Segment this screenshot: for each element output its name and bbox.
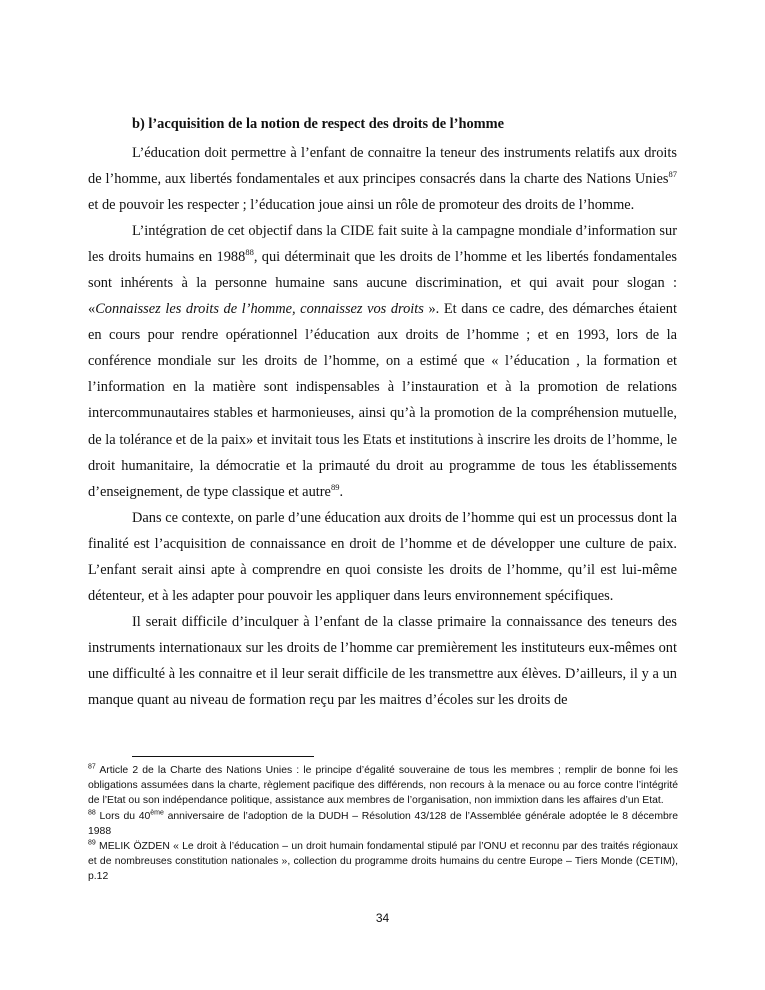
body-text	[88, 140, 677, 713]
paragraph-text: ». Et dans ce cadre, des démarches étaient en cours pour rendre opérationnel l’éducation aux droits de l’homme ; et en 1993, lors de la conférence mondiale sur les droits de l’homme, on a estimé que « l’éducation , la formation et l’information en la matière sont indispensables à l’instauration et à la promotion de relations intercommunautaires stables et harmonieuses, ainsi qu’à la promotion de la compréhension mutuelle, de la tolérance et de la paix» et invitait tous les Etats et institutions à inscrire les droits de l’homme, le droit humanitaire, la démocratie et la primauté du droit au programme de tous les établissements d’enseignement, de type classique et autre	[88, 301, 677, 500]
footnote-89	[88, 839, 678, 885]
footnote-number: 88	[88, 809, 96, 817]
footnote-number: 89	[88, 839, 96, 847]
paragraph-text: L’éducation doit permettre à l’enfant de connaitre la teneur des instruments relatifs aux droits de l’homme, aux libertés fondamentales et aux principes consacrés dans la charte des Nations Unies	[88, 145, 677, 188]
paragraph-text: et de pouvoir les respecter ; l’éducation joue ainsi un rôle de promoteur des droits de l’homme.	[88, 197, 635, 214]
footnote-ref-89[interactable]: 89	[330, 481, 340, 492]
paragraph-3: Dans ce contexte, on parle d’une éducation aux droits de l’homme qui est un processus dont la finalité est l’acquisition de connaissance en droit de l’homme et de développer une culture de paix. L’enfant serait ainsi apte à comprendre en quoi consiste les droits de l’homme, qu’il est lui-même détenteur, et à les adapter pour pouvoir les appliquer dans leurs environnement spécifiques.	[88, 509, 677, 604]
page-number: 34	[375, 911, 390, 925]
footnote-ref-87[interactable]: 87	[668, 169, 677, 180]
ordinal-suffix: ème	[150, 809, 164, 817]
footnote-88	[88, 809, 678, 839]
footnote-text: Article 2 de la Charte des Nations Unies : le principe d’égalité souveraine de tous les membres ; remplir de bonne foi les obligations assumées dans la charte, règlement pacifique des différends, non recours à la menace ou au force contre l’intégrité de l’Etat ou son indépendance politique, assistance aux membres de l’organisation, non immixtion dans les affaires d’un Etat.	[88, 765, 678, 807]
footnote-text: Lors du 40	[95, 810, 151, 822]
footnote-text: MELIK ÖZDEN « Le droit à l’éducation – un droit humain fondamental stipulé par l’ONU et reconnu par des traités régionaux et de nombreuses constitution nationales », collection du programme droits humains du centre Europe – Tiers Monde (CETIM), p.12	[88, 841, 678, 883]
section-heading: b) l’acquisition de la notion de respect des droits de l’homme	[132, 116, 505, 132]
footnote-number: 87	[88, 763, 96, 771]
slogan-text: Connaissez les droits de l’homme, connaissez vos droits	[95, 301, 424, 318]
footnote-ref-88[interactable]: 88	[245, 247, 254, 258]
footnotes	[88, 763, 678, 885]
footnote-text: anniversaire de l’adoption de la DUDH – Résolution 43/128 de l’Assemblée générale adoptée le 8 décembre 1988	[88, 810, 678, 837]
paragraph-2	[88, 218, 677, 505]
paragraph-1	[88, 140, 677, 218]
footnote-separator	[132, 756, 314, 757]
paragraph-4: Il serait difficile d’inculquer à l’enfant de la classe primaire la connaissance des teneurs des instruments internationaux sur les droits de l’homme car premièrement les instituteurs eux-mêmes ont une difficulté à les connaitre et il leur serait difficile de les transmettre aux élèves. D’ailleurs, il y a un manque quant au niveau de formation reçu par les maitres d’écoles sur les droits de	[88, 613, 677, 708]
paragraph-text: L’intégration de cet objectif dans la CIDE fait suite à la campagne mondiale d’information sur les droits humains en 1988	[88, 223, 677, 266]
paragraph-text: .	[339, 483, 344, 500]
footnote-87	[88, 763, 678, 809]
paragraph-text: , qui déterminait que les droits de l’homme et les libertés fondamentales sont inhérents à la personne humaine sans aucune discrimination, et qui avait pour slogan : «	[88, 249, 677, 318]
